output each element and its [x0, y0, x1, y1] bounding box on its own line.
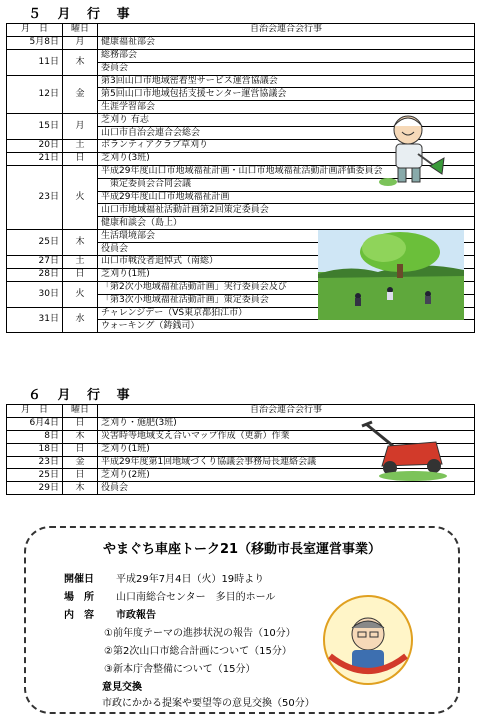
event-cell: ウォーキング（鋳銭司）: [98, 320, 475, 333]
weekday-cell: 日: [63, 469, 98, 482]
event-cell: 山口市戦没者追悼式（南総）: [98, 256, 475, 269]
event-cell: 総務部会: [98, 49, 475, 62]
date-cell: 21日: [7, 152, 63, 165]
event-cell: 「第3次小地域福祉活動計画」策定委員会: [98, 294, 475, 307]
weekday-header: 曜日: [63, 24, 98, 37]
weekday-header: 曜日: [63, 405, 98, 418]
event-cell: 生涯学習部会: [98, 101, 475, 114]
event-cell: 平成29年度山口市地域福祉計画・山口市地域福祉活動計画評価委員会: [98, 165, 475, 178]
event-cell: 健康福祉部会: [98, 36, 475, 49]
date-cell: 20日: [7, 140, 63, 153]
talk-place-label: 場 所: [64, 592, 94, 603]
weekday-cell: 日: [63, 152, 98, 165]
talk-title: やまぐち車座トーク21（移動市長室運営事業）: [102, 542, 382, 557]
event-cell: 芝刈り 有志: [98, 114, 475, 127]
date-header: 月 日: [7, 24, 63, 37]
event-cell: 災害時等地域支え合いマップ作成（更新）作業: [98, 430, 475, 443]
weekday-cell: 火: [63, 165, 98, 229]
event-cell: 山口市地域福祉活動計画第2回策定委員会: [98, 204, 475, 217]
weekday-cell: 土: [63, 256, 98, 269]
table-row: [7, 482, 475, 495]
date-cell: 23日: [7, 165, 63, 229]
grass-cutter-illustration: [378, 108, 448, 188]
talk-date-value: 平成29年7月4日（火）19時より: [116, 574, 265, 585]
date-cell: 27日: [7, 256, 63, 269]
event-cell: 芝刈り(2班): [98, 469, 475, 482]
june-events-title: ６ 月 行 事: [28, 388, 136, 403]
date-cell: 6月4日: [7, 417, 63, 430]
may-header-row: [7, 24, 475, 37]
june-header-row: [7, 405, 475, 418]
event-cell: 策定委員会合同会議: [98, 178, 475, 191]
weekday-cell: 火: [63, 281, 98, 307]
date-cell: 11日: [7, 49, 63, 75]
talk-place-value: 山口南総合センター 多目的ホール: [116, 592, 276, 603]
event-cell: 第3回山口市地域密着型サービス運営協議会: [98, 75, 475, 88]
date-cell: 8日: [7, 430, 63, 443]
event-cell: 委員会: [98, 62, 475, 75]
date-cell: 25日: [7, 230, 63, 256]
event-cell: 役員会: [98, 243, 475, 256]
date-cell: 31日: [7, 307, 63, 333]
event-cell: 平成29年度山口市地域福祉計画: [98, 191, 475, 204]
weekday-cell: 日: [63, 443, 98, 456]
date-cell: 28日: [7, 268, 63, 281]
talk-exchange-title: 意見交換: [102, 682, 142, 693]
weekday-cell: 木: [63, 482, 98, 495]
talk-item-3: ③新本庁舎整備について（15分）: [104, 664, 256, 675]
weekday-cell: 月: [63, 36, 98, 49]
event-cell: ボランティアクラブ草刈り: [98, 140, 475, 153]
table-row: [7, 75, 475, 88]
table-row: [7, 36, 475, 49]
event-cell: 芝刈り(3班): [98, 152, 475, 165]
event-cell: 役員会: [98, 482, 475, 495]
date-cell: 30日: [7, 281, 63, 307]
talk-exchange-text: 市政にかかる提案や要望等の意見交換（50分）: [102, 698, 315, 709]
talk-content-label: 内 容: [64, 610, 94, 621]
weekday-cell: 土: [63, 140, 98, 153]
weekday-cell: 水: [63, 307, 98, 333]
talk-place-row: [64, 588, 275, 603]
weekday-cell: 日: [63, 268, 98, 281]
weekday-cell: 木: [63, 230, 98, 256]
event-cell: 健康和談会（島上）: [98, 217, 475, 230]
talk-item-1: ①前年度テーマの進捗状況の報告（10分）: [104, 628, 296, 639]
event-cell: 芝刈り・施肥(3班): [98, 417, 475, 430]
weekday-cell: 木: [63, 430, 98, 443]
event-cell: 生活環境部会: [98, 230, 475, 243]
weekday-cell: 金: [63, 456, 98, 469]
event-cell: 平成29年度第1回地域づくり協議会事務局長連絡会議: [98, 456, 475, 469]
date-cell: 18日: [7, 443, 63, 456]
weekday-cell: 金: [63, 75, 98, 114]
talk-item-2: ②第2次山口市総合計画について（15分）: [104, 646, 292, 657]
park-photo: [318, 230, 464, 320]
event-cell: 第5回山口市地域包括支援センター運営協議会: [98, 88, 475, 101]
kuruma-za-talk-notice: [24, 526, 460, 714]
date-cell: 5月8日: [7, 36, 63, 49]
events-header: 自治会連合会行事: [98, 24, 475, 37]
talk-content-title: 市政報告: [116, 610, 156, 621]
talk-date-label: 開催日: [64, 574, 94, 585]
talk-content-row: [64, 606, 156, 621]
table-row: [7, 49, 475, 62]
date-cell: 29日: [7, 482, 63, 495]
events-header: 自治会連合会行事: [98, 405, 475, 418]
date-cell: 15日: [7, 114, 63, 140]
event-cell: 山口市自治会連合会総会: [98, 127, 475, 140]
event-cell: 芝刈り(1班): [98, 268, 475, 281]
mayor-mascot-emblem: [322, 594, 414, 686]
date-cell: 12日: [7, 75, 63, 114]
event-cell: チャレンジデー（VS東京都狛江市）: [98, 307, 475, 320]
weekday-cell: 月: [63, 114, 98, 140]
weekday-cell: 木: [63, 49, 98, 75]
lawn-mower-illustration: [358, 420, 450, 482]
may-events-title: ５ 月 行 事: [28, 7, 136, 22]
date-cell: 23日: [7, 456, 63, 469]
talk-date-row: [64, 570, 264, 585]
weekday-cell: 日: [63, 417, 98, 430]
date-cell: 25日: [7, 469, 63, 482]
event-cell: 「第2次小地域福祉活動計画」実行委員会及び: [98, 281, 475, 294]
event-cell: 芝刈り(1班): [98, 443, 475, 456]
date-header: 月 日: [7, 405, 63, 418]
